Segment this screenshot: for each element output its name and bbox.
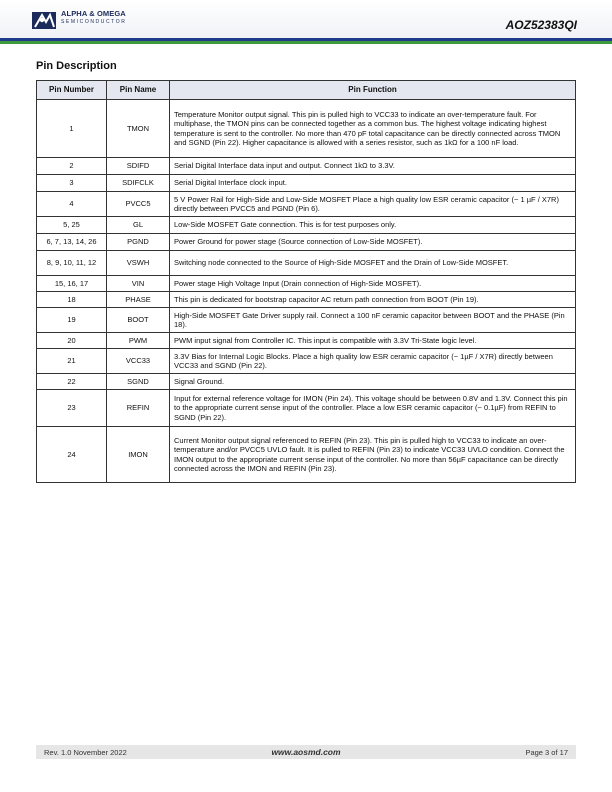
website-link[interactable]: www.aosmd.com	[271, 747, 341, 757]
pin-name-cell: REFIN	[107, 390, 170, 427]
pin-function-cell: Temperature Monitor output signal. This pin is pulled high to VCC33 to indicate an over-temperature fault. For multiphase, the TMON pins can be connected together as a common bus. The highest voltage indicating highest temperature is sent to the controller. No more than 470 pF total capacitance can be directly connected across TMON and SGND (Pin 22). Higher capacitance is allowed with a series resistor, such as 1kΩ for a 100 nF load.	[170, 100, 576, 158]
pin-number-cell: 18	[37, 292, 107, 308]
table-row	[37, 100, 576, 158]
pin-function-cell: Serial Digital Interface data input and output. Connect 1kΩ to 3.3V.	[170, 158, 576, 175]
pin-name-cell: VCC33	[107, 349, 170, 374]
header-pin-number: Pin Number	[37, 81, 107, 100]
pin-number-cell: 3	[37, 175, 107, 192]
pin-number-cell: 2	[37, 158, 107, 175]
table-row	[37, 175, 576, 192]
section-title: Pin Description	[36, 60, 117, 72]
table-row	[37, 217, 576, 234]
pin-name-cell: SGND	[107, 374, 170, 390]
pin-number-cell: 24	[37, 427, 107, 483]
table-row	[37, 234, 576, 251]
company-wordmark	[61, 10, 126, 25]
table-row	[37, 374, 576, 390]
table-row	[37, 292, 576, 308]
pin-number-cell: 15, 16, 17	[37, 276, 107, 292]
pin-name-cell: IMON	[107, 427, 170, 483]
pin-name-cell: PVCC5	[107, 192, 170, 217]
pin-function-cell: This pin is dedicated for bootstrap capacitor AC return path connection from BOOT (Pin 19).	[170, 292, 576, 308]
pin-function-cell: Input for external reference voltage for IMON (Pin 24). This voltage should be between 0.8V and 1.3V. Connect this pin to the appropriate current sense input of the controller. Place a low ESR ceramic capacitor (~ 0.1µF) from REFIN to SGND (Pin 22).	[170, 390, 576, 427]
pin-function-cell: 5 V Power Rail for High-Side and Low-Side MOSFET Place a high quality low ESR ceramic capacitor (~ 1 µF / X7R) directly between PVCC5 and PGND (Pin 6).	[170, 192, 576, 217]
pin-name-cell: VSWH	[107, 251, 170, 276]
table-row	[37, 308, 576, 333]
table-row	[37, 276, 576, 292]
pin-number-cell: 4	[37, 192, 107, 217]
pin-number-cell: 20	[37, 333, 107, 349]
page-number: Page 3 of 17	[525, 748, 568, 757]
pin-number-cell: 22	[37, 374, 107, 390]
pin-number-cell: 19	[37, 308, 107, 333]
company-subtitle: SEMICONDUCTOR	[61, 18, 127, 25]
table-row	[37, 158, 576, 175]
pin-function-cell: PWM input signal from Controller IC. This input is compatible with 3.3V Tri-State logic level.	[170, 333, 576, 349]
pin-name-cell: PWM	[107, 333, 170, 349]
company-name: ALPHA & OMEGA	[61, 9, 126, 18]
pin-number-cell: 1	[37, 100, 107, 158]
pin-function-cell: High-Side MOSFET Gate Driver supply rail. Connect a 100 nF ceramic capacitor between BOOT and the PHASE (Pin 18).	[170, 308, 576, 333]
header-stripe-green	[0, 41, 612, 44]
pin-function-cell: Power Ground for power stage (Source connection of Low-Side MOSFET).	[170, 234, 576, 251]
page-footer	[36, 745, 576, 759]
pin-number-cell: 5, 25	[37, 217, 107, 234]
table-row	[37, 427, 576, 483]
pin-name-cell: BOOT	[107, 308, 170, 333]
pin-name-cell: PGND	[107, 234, 170, 251]
pin-number-cell: 6, 7, 13, 14, 26	[37, 234, 107, 251]
pin-number-cell: 8, 9, 10, 11, 12	[37, 251, 107, 276]
header-pin-name: Pin Name	[107, 81, 170, 100]
table-row	[37, 333, 576, 349]
pin-function-cell: Current Monitor output signal referenced to REFIN (Pin 23). This pin is pulled high to VCC33 to indicate an over-temperature and/or PVCC5 UVLO fault. It is pulled to REFIN (Pin 23) to indicate VCC33 UVLO condition. Connect the IMON output to the appropriate current sense input of the controller. No more than 56µF capacitance can be directly connected across the IMON and REFIN (Pin 23).	[170, 427, 576, 483]
pin-number-cell: 23	[37, 390, 107, 427]
pin-function-cell: Low-Side MOSFET Gate connection. This is for test purposes only.	[170, 217, 576, 234]
pin-function-cell: Switching node connected to the Source of High-Side MOSFET and the Drain of Low-Side MOSFET.	[170, 251, 576, 276]
header-pin-function: Pin Function	[170, 81, 576, 100]
pin-function-cell: Serial Digital Interface clock input.	[170, 175, 576, 192]
table-row	[37, 390, 576, 427]
table-header-row	[37, 81, 576, 100]
pin-description-table	[36, 80, 576, 483]
table-row	[37, 251, 576, 276]
pin-name-cell: SDIFCLK	[107, 175, 170, 192]
pin-function-cell: Power stage High Voltage Input (Drain connection of High-Side MOSFET).	[170, 276, 576, 292]
table-row	[37, 349, 576, 374]
pin-name-cell: PHASE	[107, 292, 170, 308]
pin-name-cell: TMON	[107, 100, 170, 158]
table-row	[37, 192, 576, 217]
part-number: AOZ52383QI	[505, 18, 577, 32]
revision-text: Rev. 1.0 November 2022	[44, 748, 127, 757]
pin-name-cell: SDIFD	[107, 158, 170, 175]
company-logo-icon	[32, 10, 58, 30]
pin-name-cell: VIN	[107, 276, 170, 292]
page-header	[0, 0, 612, 38]
pin-function-cell: Signal Ground.	[170, 374, 576, 390]
pin-number-cell: 21	[37, 349, 107, 374]
pin-name-cell: GL	[107, 217, 170, 234]
pin-function-cell: 3.3V Bias for Internal Logic Blocks. Place a high quality low ESR ceramic capacitor (~ 1µF / X7R) directly between VCC33 and SGND (Pin 22).	[170, 349, 576, 374]
